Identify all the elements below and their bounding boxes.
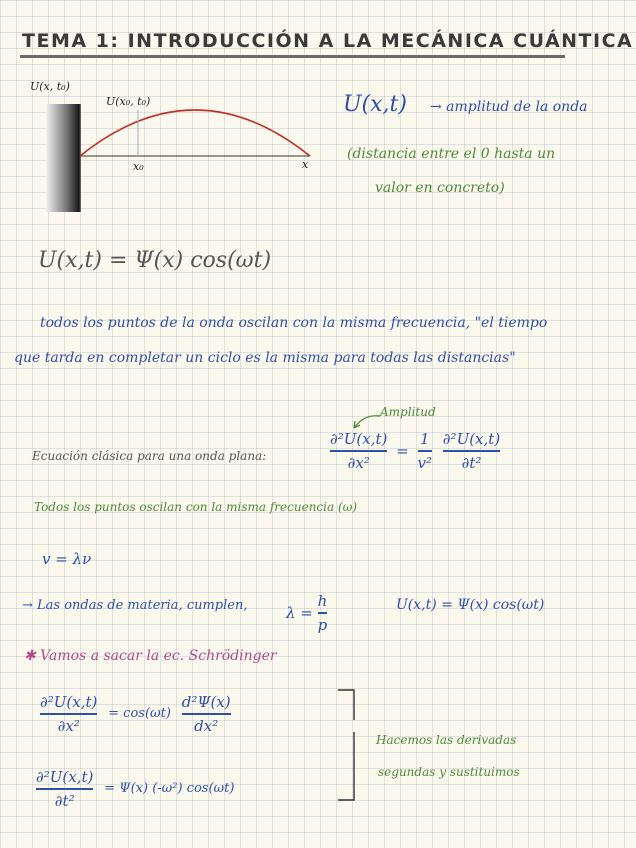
classic-eq-label: Ecuación clásica para una onda plana: bbox=[32, 449, 267, 463]
amplitude-symbol: U(x,t) bbox=[343, 92, 407, 117]
amplitud-annotation: Amplitud bbox=[380, 405, 436, 419]
page-title: TEMA 1: INTRODUCCIÓN A LA MECÁNICA CUÁNTICA bbox=[22, 30, 634, 52]
derivative-1 bbox=[40, 693, 231, 735]
classic-coef-num: 1 bbox=[419, 430, 430, 448]
amplitude-desc-1: (distancia entre el 0 hasta un bbox=[347, 146, 556, 162]
velocity-equation: v = λν bbox=[42, 550, 92, 568]
classic-rhs-num: ∂²U(x,t) bbox=[442, 430, 501, 448]
wave-curve bbox=[80, 110, 310, 156]
d1-rhs-num: d²Ψ(x) bbox=[181, 693, 231, 711]
d1-rhs-den: dx² bbox=[194, 716, 219, 735]
amplitude-arrow-text: → amplitud de la onda bbox=[430, 99, 588, 115]
title-underline bbox=[20, 55, 565, 58]
classic-lhs-den: ∂x² bbox=[347, 453, 370, 472]
d1-mid: = cos(ωt) bbox=[108, 706, 171, 722]
hacemos-line-1: Hacemos las derivadas bbox=[376, 733, 517, 747]
classic-rhs-den: ∂t² bbox=[461, 453, 482, 472]
matter-waves-note: → Las ondas de materia, cumplen, bbox=[22, 598, 248, 613]
lambda-den: p bbox=[317, 615, 328, 634]
brackets bbox=[332, 688, 368, 804]
label-u-x-t0: U(x, t₀) bbox=[30, 80, 70, 93]
lambda-num: h bbox=[317, 592, 328, 610]
points-line-2: que tarda en completar un ciclo es la misma para todas las distancias" bbox=[14, 350, 516, 366]
amplitud-arrow bbox=[350, 408, 382, 432]
d1-num: ∂²U(x,t) bbox=[40, 693, 98, 711]
schrodinger-note: ✱ Vamos a sacar la ec. Schrödinger bbox=[24, 648, 277, 664]
classic-coef-den: v² bbox=[417, 453, 433, 472]
classic-equation bbox=[330, 430, 500, 472]
label-x0: x₀ bbox=[133, 160, 144, 173]
wall bbox=[46, 104, 80, 212]
lambda-lhs: λ = bbox=[286, 603, 313, 622]
d2-num: ∂²U(x,t) bbox=[36, 768, 94, 786]
points-line-1: todos los puntos de la onda oscilan con la misma frecuencia, "el tiempo bbox=[40, 315, 548, 331]
de-broglie-equation bbox=[286, 592, 327, 634]
wave-equation: U(x,t) = Ψ(x) cos(ωt) bbox=[38, 248, 272, 273]
classic-eq-sign: = bbox=[396, 441, 409, 460]
same-frequency-note: Todos los puntos oscilan con la misma frecuencia (ω) bbox=[34, 500, 358, 514]
d1-den: ∂x² bbox=[57, 716, 80, 735]
u-cos-equation: U(x,t) = Ψ(x) cos(ωt) bbox=[396, 597, 545, 613]
derivative-2 bbox=[36, 768, 234, 810]
classic-lhs-num: ∂²U(x,t) bbox=[330, 430, 388, 448]
label-x: x bbox=[302, 158, 309, 171]
d2-rhs: = Ψ(x) (-ω²) cos(ωt) bbox=[104, 781, 235, 797]
d2-den: ∂t² bbox=[54, 791, 75, 810]
amplitude-desc-2: valor en concreto) bbox=[375, 180, 505, 196]
hacemos-line-2: segundas y sustituimos bbox=[378, 765, 520, 779]
label-u-x0-t0: U(x₀, t₀) bbox=[106, 95, 151, 108]
